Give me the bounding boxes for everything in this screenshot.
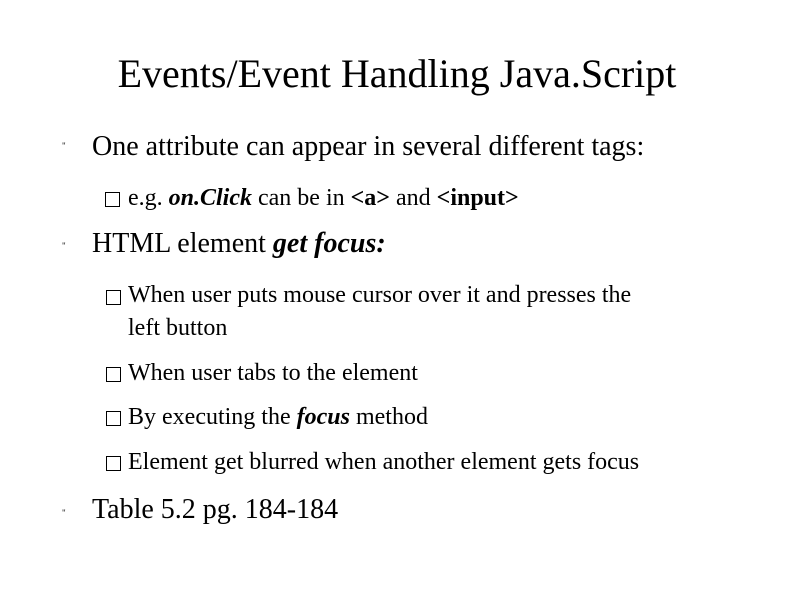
sub-bullet-checkbox xyxy=(106,411,121,426)
text-tag-input: <input> xyxy=(436,185,519,211)
text-html-element: HTML element xyxy=(92,228,273,259)
text-onclick: on.Click xyxy=(168,185,252,211)
bullet-table-reference: Table 5.2 pg. 184-184 xyxy=(92,494,339,525)
text-method: method xyxy=(349,404,428,430)
sub-bullet-checkbox xyxy=(105,192,120,207)
bullet-marker: " xyxy=(62,241,66,251)
text-can-be-in: can be in xyxy=(252,185,351,211)
slide-title: Events/Event Handling Java.Script xyxy=(117,51,677,96)
text-tag-a: <a> xyxy=(350,185,390,211)
sub-bullet-tabs: When user tabs to the element xyxy=(128,360,418,386)
sub-bullet-mouse-line1: When user puts mouse cursor over it and presses the xyxy=(128,282,632,308)
bullet-marker: " xyxy=(62,508,66,518)
bullet-html-element-focus xyxy=(92,227,386,261)
bullet-one-attribute: One attribute can appear in several different tags: xyxy=(92,131,645,162)
text-get-focus: get focus: xyxy=(272,228,386,259)
text-eg: e.g. xyxy=(128,185,169,211)
sub-bullet-blurred: Element get blurred when another element gets focus xyxy=(128,449,640,475)
sub-bullet-focus-method xyxy=(128,401,428,433)
text-and: and xyxy=(389,185,437,211)
text-focus: focus xyxy=(296,404,350,430)
sub-bullet-checkbox xyxy=(106,456,121,471)
bullet-marker: " xyxy=(62,141,66,151)
sub-bullet-mouse-line2: left button xyxy=(128,315,228,341)
sub-bullet-checkbox xyxy=(106,367,121,382)
sub-bullet-onclick-example xyxy=(128,182,519,214)
text-by-executing: By executing the xyxy=(128,404,297,430)
sub-bullet-checkbox xyxy=(106,290,121,305)
